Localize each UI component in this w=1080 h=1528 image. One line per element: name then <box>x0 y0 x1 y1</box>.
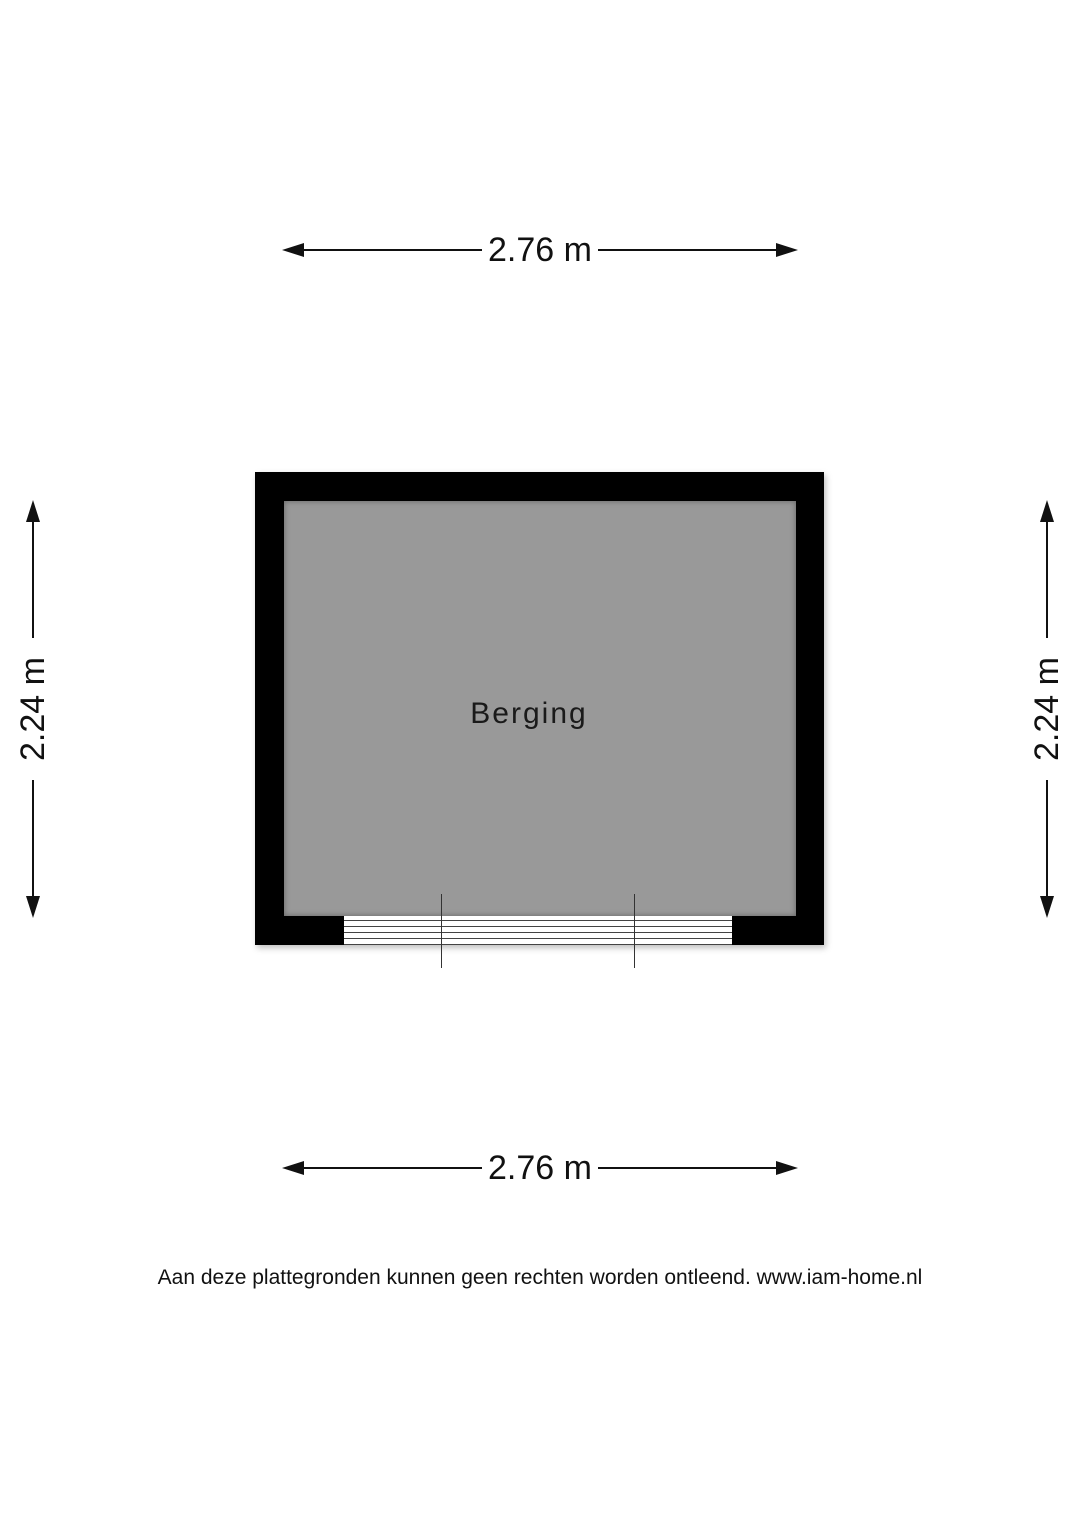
left-dimension-label: 2.24 m <box>14 657 52 761</box>
door-rail <box>344 926 732 927</box>
door-opening <box>344 916 732 945</box>
dimension-line <box>1046 510 1048 638</box>
door-rail <box>344 944 732 945</box>
left-dimension <box>13 500 53 918</box>
door-panel-line <box>634 894 635 968</box>
bottom-dimension-label: 2.76 m <box>488 1149 592 1187</box>
arrow-right-icon <box>776 1161 798 1175</box>
right-dimension-label: 2.24 m <box>1028 657 1066 761</box>
dimension-line <box>1046 780 1048 908</box>
dimension-line <box>598 249 788 251</box>
right-dimension <box>1027 500 1067 918</box>
top-dimension-label: 2.76 m <box>488 231 592 269</box>
door-rail <box>344 920 732 921</box>
room-name-label: Berging <box>470 697 588 730</box>
dimension-line <box>32 780 34 908</box>
top-dimension <box>282 230 798 270</box>
arrow-right-icon <box>776 243 798 257</box>
dimension-line <box>32 510 34 638</box>
arrow-down-icon <box>1040 896 1054 918</box>
bottom-dimension <box>282 1148 798 1188</box>
door-panel-line <box>441 894 442 968</box>
arrow-down-icon <box>26 896 40 918</box>
door-rail <box>344 932 732 933</box>
door-rail <box>344 938 732 939</box>
dimension-line <box>598 1167 788 1169</box>
disclaimer-text: Aan deze plattegronden kunnen geen rechten worden ontleend. www.iam-home.nl <box>157 1266 923 1289</box>
